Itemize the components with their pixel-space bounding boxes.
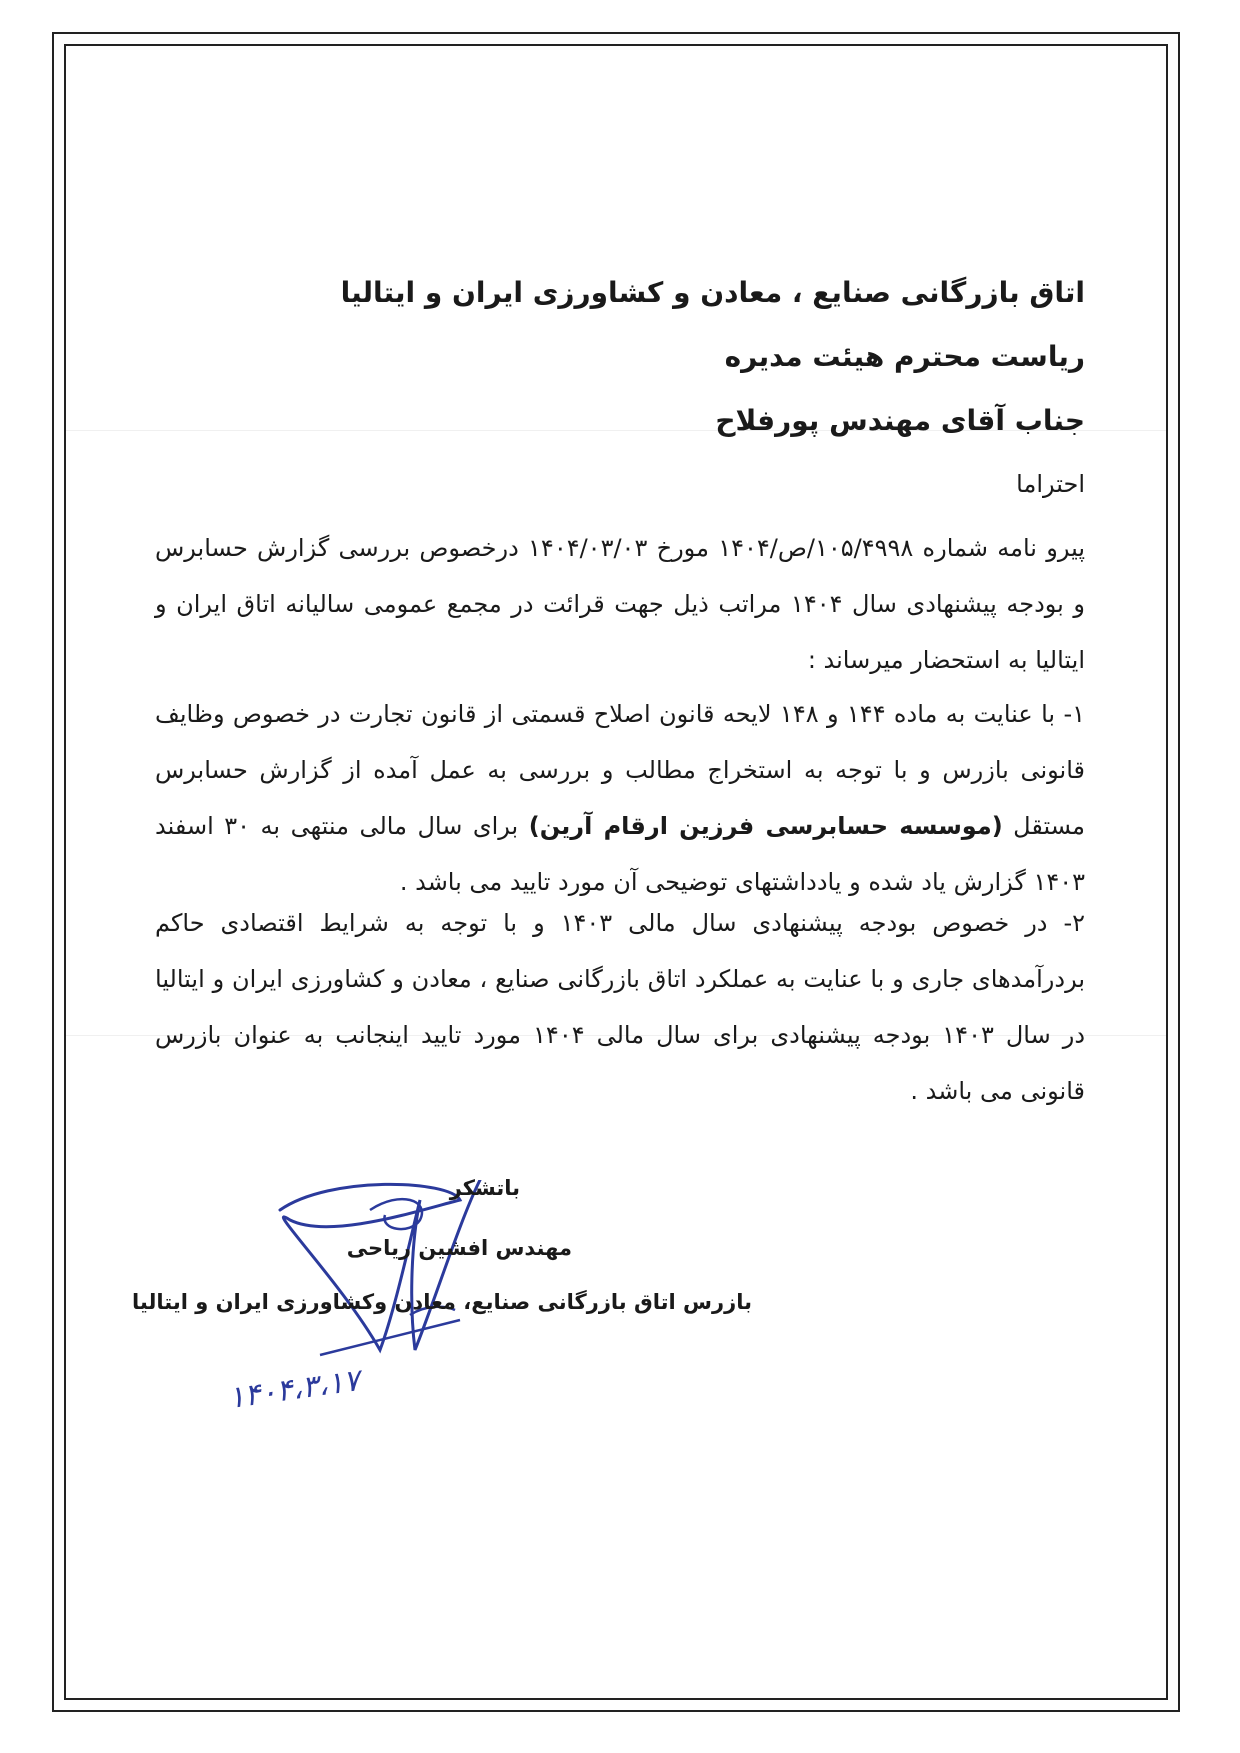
recipient-organization: اتاق بازرگانی صنایع ، معادن و کشاورزی ایران و ایتالیا: [340, 276, 1085, 309]
item-1-paragraph: [155, 686, 1085, 910]
signatory-name: مهندس افشین ریاحی: [346, 1236, 572, 1260]
greeting: احتراما: [1016, 470, 1085, 498]
signatory-position: بازرس اتاق بازرگانی صنایع، معادن وکشاورزی ایران و ایتالیا: [132, 1290, 752, 1314]
auditor-firm-name: (موسسه حسابرسی فرزین ارقام آرین): [528, 812, 1003, 840]
recipient-title: ریاست محترم هیئت مدیره: [724, 340, 1085, 373]
item-1-text-before: ۱- با عنایت به ماده ۱۴۴ و ۱۴۸ لایحه قانون اصلاح قسمتی از قانون تجارت در خصوص وظایف قانونی بازرس و با توجه به استخراج مطالب و بررسی به عمل آمده از گزارش حسابرس مستقل: [155, 700, 1086, 840]
item-1-text-after: برای سال مالی منتهی به ۳۰ اسفند ۱۴۰۳ گزارش یاد شده و یادداشتهای توضیحی آن مورد تایید می باشد .: [155, 812, 1085, 896]
recipient-name: جناب آقای مهندس پورفلاح: [715, 404, 1085, 437]
handwritten-date: ۱۴۰۴،۳،۱۷: [226, 1362, 362, 1417]
handwritten-signature: [260, 1180, 520, 1360]
item-2-paragraph: ۲- در خصوص بودجه پیشنهادی سال مالی ۱۴۰۳ و با توجه به شرایط اقتصادی حاکم بردرآمدهای جاری و با عنایت به عملکرد اتاق بازرگانی صنایع ، معادن و کشاورزی ایران و ایتالیا در سال ۱۴۰۳ بودجه پیشنهادی برای سال مالی ۱۴۰۴ مورد تایید اینجانب به عنوان بازرس قانونی می باشد .: [155, 909, 1086, 1105]
closing-text: باتشکر: [449, 1176, 520, 1200]
intro-paragraph: پیرو نامه شماره ۱۰۵/۴۹۹۸/ص/۱۴۰۴ مورخ ۱۴۰۴/۰۳/۰۳ درخصوص بررسی گزارش حسابرس و بودجه پیشنهادی سال ۱۴۰۴ مراتب ذیل جهت قرائت در مجمع عمومی سالیانه اتاق ایران و ایتالیا به استحضار میرساند :: [155, 534, 1086, 674]
